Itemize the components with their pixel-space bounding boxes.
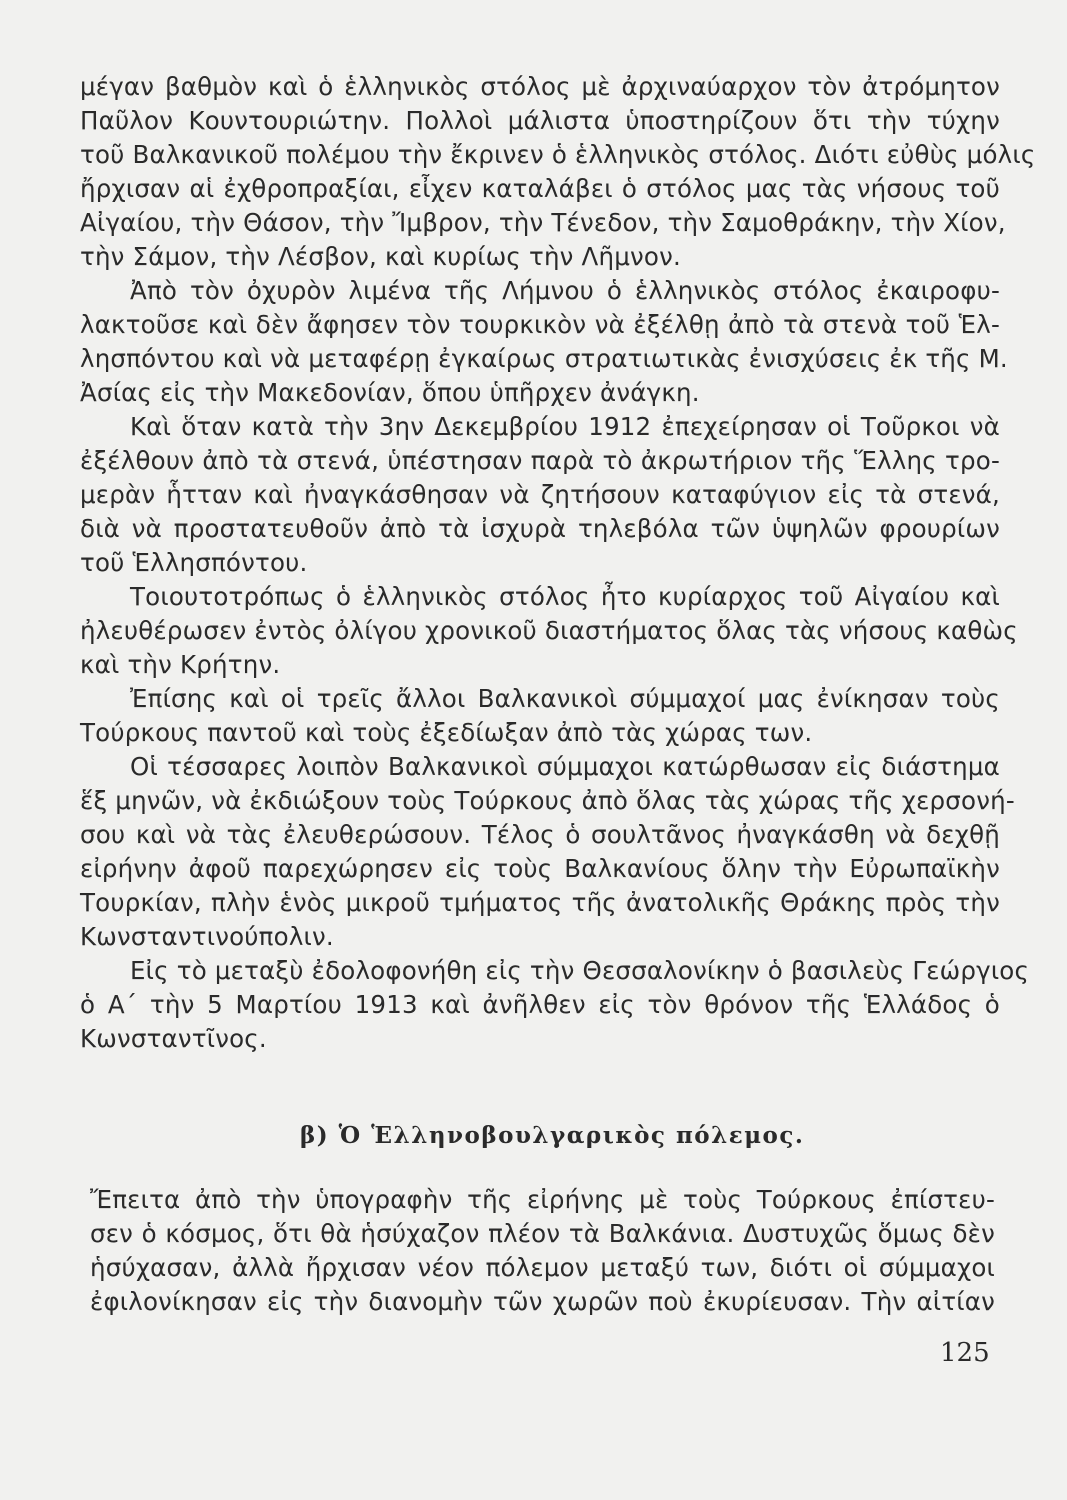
text-line: Καὶ ὅταν κατὰ τὴν 3ην Δεκεμβρίου 1912 ἐπεχείρησαν οἱ Τοῦρκοι νὰ (130, 412, 1000, 441)
text-line: τὴν Σάμον, τὴν Λέσβον, καὶ κυρίως τὴν Λῆμνον. (80, 242, 681, 271)
text-line: τοῦ Ἑλλησπόντου. (80, 548, 308, 577)
text-line: λησπόντου καὶ νὰ μεταφέρῃ ἐγκαίρως στρατιωτικὰς ἐνισχύσεις ἐκ τῆς Μ. (80, 344, 1008, 373)
text-line: ἤρχισαν αἱ ἐχθροπραξίαι, εἶχεν καταλάβει ὁ στόλος μας τὰς νήσους τοῦ (80, 174, 1000, 203)
text-line: σου καὶ νὰ τὰς ἐλευθερώσουν. Τέλος ὁ σουλτᾶνος ἠναγκάσθη νὰ δεχθῇ (80, 820, 1000, 849)
text-line: Τούρκους παντοῦ καὶ τοὺς ἐξεδίωξαν ἀπὸ τὰς χώρας των. (80, 718, 813, 747)
text-line: εἰρήνην ἀφοῦ παρεχώρησεν εἰς τοὺς Βαλκανίους ὅλην τὴν Εὐρωπαϊκὴν (80, 854, 1000, 883)
paragraph (80, 682, 1000, 750)
paragraph (80, 954, 1030, 1056)
text-line: ἡσύχασαν, ἀλλὰ ἤρχισαν νέον πόλεμον μεταξύ των, διότι οἱ σύμμαχοι (90, 1253, 995, 1282)
text-line: ἕξ μηνῶν, νὰ ἐκδιώξουν τοὺς Τούρκους ἀπὸ ὅλας τὰς χώρας τῆς χερσονή- (80, 786, 1015, 815)
text-line: Κωνσταντῖνος. (80, 1024, 267, 1053)
text-line: σεν ὁ κόσμος, ὅτι θὰ ἡσύχαζον πλέον τὰ Βαλκάνια. Δυστυχῶς ὅμως δὲν (90, 1219, 995, 1248)
paragraph (80, 750, 1015, 954)
text-line: Εἰς τὸ μεταξὺ ἐδολοφονήθη εἰς τὴν Θεσσαλονίκην ὁ βασιλεὺς Γεώργιος (130, 956, 1030, 985)
text-line: λακτοῦσε καὶ δὲν ἄφησεν τὸν τουρκικὸν νὰ ἐξέλθῃ ἀπὸ τὰ στενὰ τοῦ Ἑλ- (80, 310, 1000, 339)
section-heading: β) Ὁ Ἑλληνοβουλγαρικὸς πόλεμος. (300, 1122, 805, 1149)
text-line: Οἱ τέσσαρες λοιπὸν Βαλκανικοὶ σύμμαχοι κατώρθωσαν εἰς διάστημα (130, 752, 1000, 781)
main-text (80, 70, 1036, 1056)
text-line: Τουρκίαν, πλὴν ἑνὸς μικροῦ τμήματος τῆς ἀνατολικῆς Θράκης πρὸς τὴν (80, 888, 1000, 917)
paragraph (80, 70, 1036, 274)
page-number: 125 (940, 1338, 990, 1368)
text-line: διὰ νὰ προστατευθοῦν ἀπὸ τὰ ἰσχυρὰ τηλεβόλα τῶν ὑψηλῶν φρουρίων (80, 514, 1000, 543)
section-text (90, 1183, 995, 1319)
text-line: ὁ Α΄ τὴν 5 Μαρτίου 1913 καὶ ἀνῆλθεν εἰς τὸν θρόνον τῆς Ἑλλάδος ὁ (80, 990, 1000, 1019)
text-line: Ἐπίσης καὶ οἱ τρεῖς ἄλλοι Βαλκανικοὶ σύμμαχοί μας ἐνίκησαν τοὺς (130, 684, 1000, 713)
text-line: Ἔπειτα ἀπὸ τὴν ὑπογραφὴν τῆς εἰρήνης μὲ τοὺς Τούρκους ἐπίστευ- (90, 1185, 995, 1214)
paragraph (80, 410, 1000, 580)
text-line: ἠλευθέρωσεν ἐντὸς ὀλίγου χρονικοῦ διαστήματος ὅλας τὰς νήσους καθὼς (80, 616, 1018, 645)
text-line: Κωνσταντινούπολιν. (80, 922, 334, 951)
text-line: Τοιουτοτρόπως ὁ ἑλληνικὸς στόλος ἦτο κυρίαρχος τοῦ Αἰγαίου καὶ (130, 582, 1000, 611)
text-line: Παῦλον Κουντουριώτην. Πολλοὶ μάλιστα ὑποστηρίζουν ὅτι τὴν τύχην (80, 106, 1000, 135)
text-line: ἐφιλονίκησαν εἰς τὴν διανομὴν τῶν χωρῶν ποὺ ἐκυρίευσαν. Τὴν αἰτίαν (90, 1287, 995, 1316)
text-line: Αἰγαίου, τὴν Θάσον, τὴν Ἴμβρον, τὴν Τένεδον, τὴν Σαμοθράκην, τὴν Χίον, (80, 208, 1006, 237)
text-line: ἐξέλθουν ἀπὸ τὰ στενά, ὑπέστησαν παρὰ τὸ ἀκρωτήριον τῆς Ἕλλης τρο- (80, 446, 1000, 475)
text-line: Ἀπὸ τὸν ὀχυρὸν λιμένα τῆς Λήμνου ὁ ἑλληνικὸς στόλος ἐκαιροφυ- (130, 276, 1000, 305)
text-line: καὶ τὴν Κρήτην. (80, 650, 281, 679)
text-line: μέγαν βαθμὸν καὶ ὁ ἑλληνικὸς στόλος μὲ ἀρχιναύαρχον τὸν ἀτρόμητον (80, 72, 1000, 101)
paragraph (80, 580, 1018, 682)
text-line: μερὰν ἧτταν καὶ ἠναγκάσθησαν νὰ ζητήσουν καταφύγιον εἰς τὰ στενά, (80, 480, 1000, 509)
text-line: Ἀσίας εἰς τὴν Μακεδονίαν, ὅπου ὑπῆρχεν ἀνάγκη. (80, 378, 700, 407)
paragraph (90, 1183, 995, 1319)
text-line: τοῦ Βαλκανικοῦ πολέμου τὴν ἔκρινεν ὁ ἑλληνικὸς στόλος. Διότι εὐθὺς μόλις (80, 140, 1036, 169)
paragraph (80, 274, 1008, 410)
